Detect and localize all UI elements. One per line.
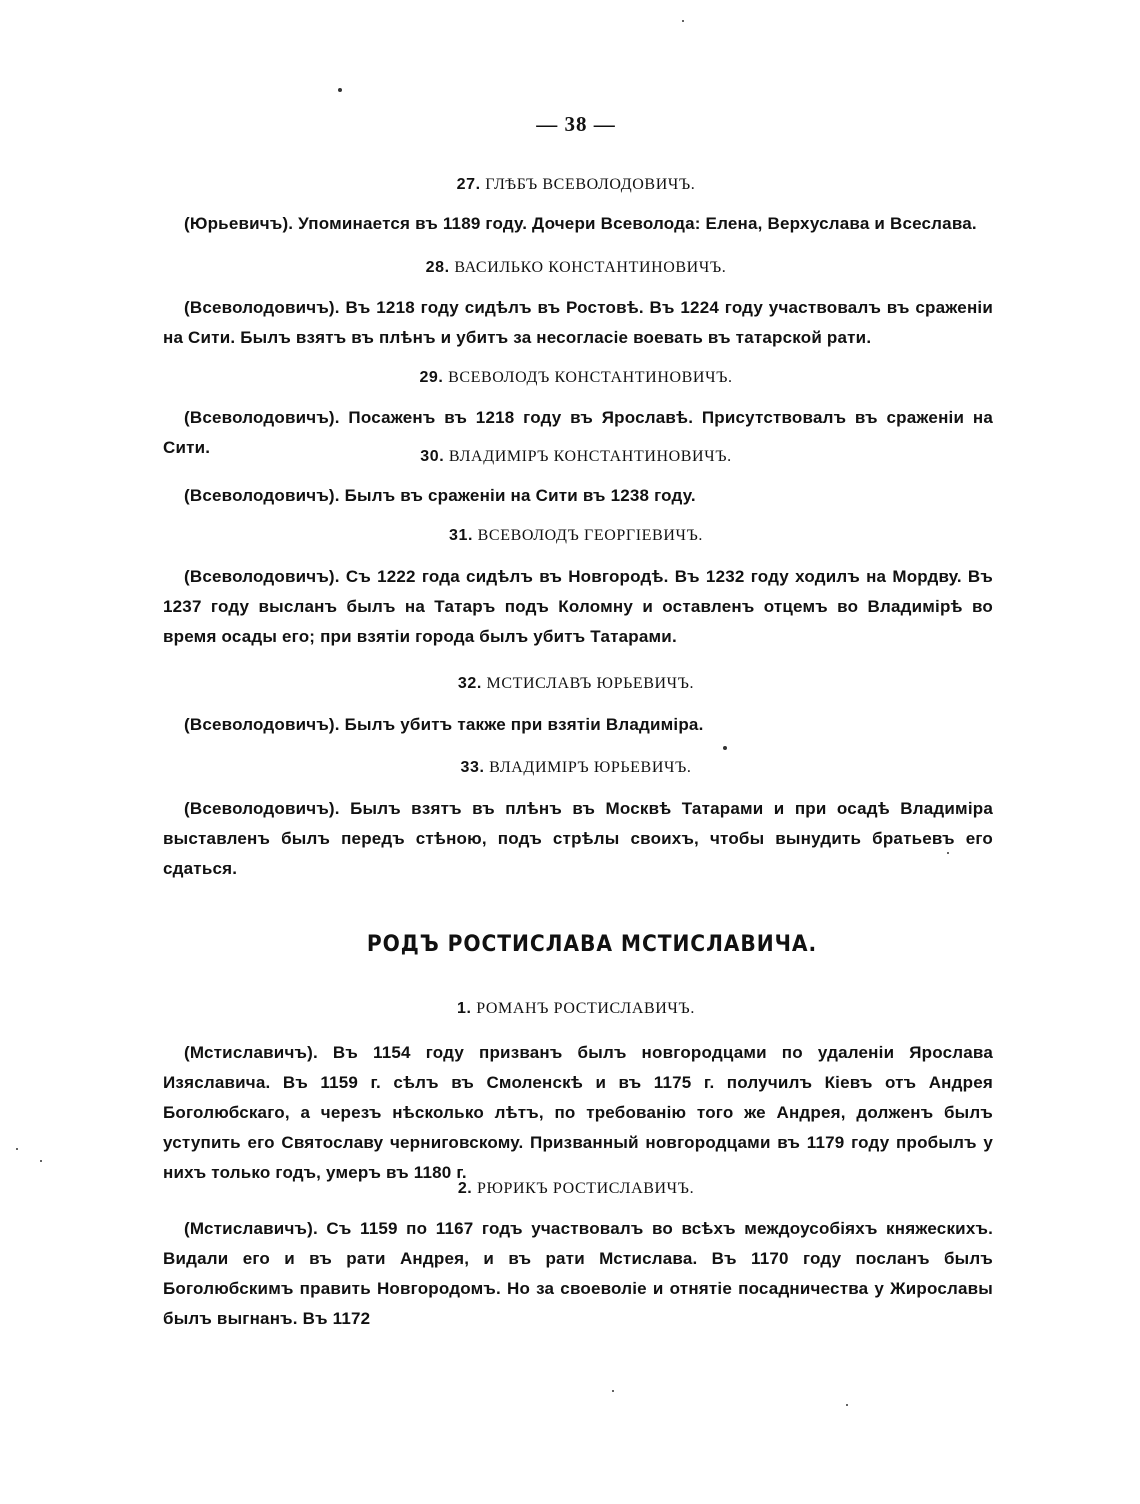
scan-speck [16, 1148, 18, 1150]
entry-heading [0, 759, 1140, 777]
page-number: — 38 — [536, 112, 616, 136]
entry-name: РОМАНЪ РОСТИСЛАВИЧЪ. [476, 1000, 695, 1017]
entry-text: (Мстиславичъ). Съ 1159 по 1167 годъ участвовалъ во всѣхъ междоусобіяхъ княжескихъ. Видали его и въ рати Андрея, и въ рати Мстислава. Въ 1170 году посланъ былъ Боголюбскимъ править Новгородомъ. Но за своеволіе и отнятіе посадничества у Жирославы былъ выгнанъ. Въ 1172 [163, 1219, 993, 1328]
entry-number: 28. [425, 259, 450, 276]
section-title: РОДЪ РОСТИСЛАВА МСТИСЛАВИЧА. [366, 932, 818, 957]
entry-number: 31. [449, 527, 474, 544]
entry-name: ГЛѢБЪ ВСЕВОЛОДОВИЧЪ. [485, 176, 696, 193]
entry-heading [0, 176, 1140, 194]
entry-heading [0, 259, 1140, 277]
entry-text: (Всеволодовичъ). Былъ взятъ въ плѣнъ въ Москвѣ Татарами и при осадѣ Владиміра выставленъ былъ передъ стѣною, подъ стрѣлы своихъ, чтобы вынудить братьевъ его сдаться. [163, 799, 993, 878]
entry-heading [0, 527, 1140, 545]
scan-speck [682, 20, 684, 22]
entry-name: РЮРИКЪ РОСТИСЛАВИЧЪ. [476, 1180, 695, 1197]
entry-number: 29. [419, 369, 444, 386]
scan-speck [846, 1404, 848, 1406]
entry-number: 30. [420, 448, 445, 465]
entry-text: (Всеволодовичъ). Съ 1222 года сидѣлъ въ Новгородѣ. Въ 1232 году ходилъ на Мордву. Въ 1237 году высланъ былъ на Татаръ подъ Коломну и оставленъ отцемъ во Владимірѣ во время осады его; при взятіи города былъ убитъ Татарами. [163, 567, 993, 646]
scan-speck [947, 852, 949, 854]
scan-speck [40, 1160, 42, 1162]
entry-heading [0, 369, 1140, 387]
entry-text: (Всеволодовичъ). Въ 1218 году сидѣлъ въ Ростовѣ. Въ 1224 году участвовалъ въ сраженіи на Сити. Былъ взятъ въ плѣнъ и убитъ за несогласіе воевать въ татарской рати. [163, 298, 993, 347]
entry-text: (Юрьевичъ). Упоминается въ 1189 году. Дочери Всеволода: Елена, Верхуслава и Всеслава. [184, 214, 977, 233]
entry-number: 2. [457, 1180, 473, 1197]
entry-name: ВСЕВОЛОДЪ ГЕОРГІЕВИЧЪ. [477, 527, 703, 544]
entry-text: (Всеволодовичъ). Посаженъ въ 1218 году въ Ярославѣ. Присутствовалъ въ сраженіи на Сити. [163, 408, 993, 457]
entry-heading [0, 675, 1140, 693]
entry-number: 27. [456, 176, 481, 193]
entry-name: ВСЕВОЛОДЪ КОНСТАНТИНОВИЧЪ. [448, 369, 733, 386]
entry-text: (Всеволодовичъ). Былъ въ сраженіи на Сити въ 1238 году. [184, 486, 696, 505]
entry-number: 32. [457, 675, 482, 692]
entry-name: ВЛАДИМІРЪ КОНСТАНТИНОВИЧЪ. [448, 448, 732, 465]
entry-heading [0, 1180, 1140, 1198]
entry-number: 1. [457, 1000, 472, 1017]
entry-text: (Мстиславичъ). Въ 1154 году призванъ былъ новгородцами по удаленіи Ярослава Изяславича. Въ 1159 г. сѣлъ въ Смоленскѣ и въ 1175 г. получилъ Кіевъ отъ Андрея Боголюбскаго, а черезъ нѣсколько лѣтъ, по требованію того же Андрея, долженъ былъ уступить его Святославу черниговскому. Призванный новгородцами въ 1179 году пробылъ у нихъ только годъ, умеръ въ 1180 г. [163, 1043, 993, 1182]
entry-text: (Всеволодовичъ). Былъ убитъ также при взятіи Владиміра. [184, 715, 704, 734]
entry-name: ВАСИЛЬКО КОНСТАНТИНОВИЧЪ. [454, 259, 727, 276]
scan-speck [612, 1390, 614, 1392]
entry-name: МСТИСЛАВЪ ЮРЬЕВИЧЪ. [486, 675, 695, 692]
entry-name: ВЛАДИМІРЪ ЮРЬЕВИЧЪ. [489, 759, 692, 776]
entry-heading [0, 1000, 1140, 1018]
entry-heading [0, 448, 1140, 466]
scan-speck [723, 746, 727, 750]
entry-number: 33. [460, 759, 485, 776]
scan-speck [338, 88, 342, 92]
